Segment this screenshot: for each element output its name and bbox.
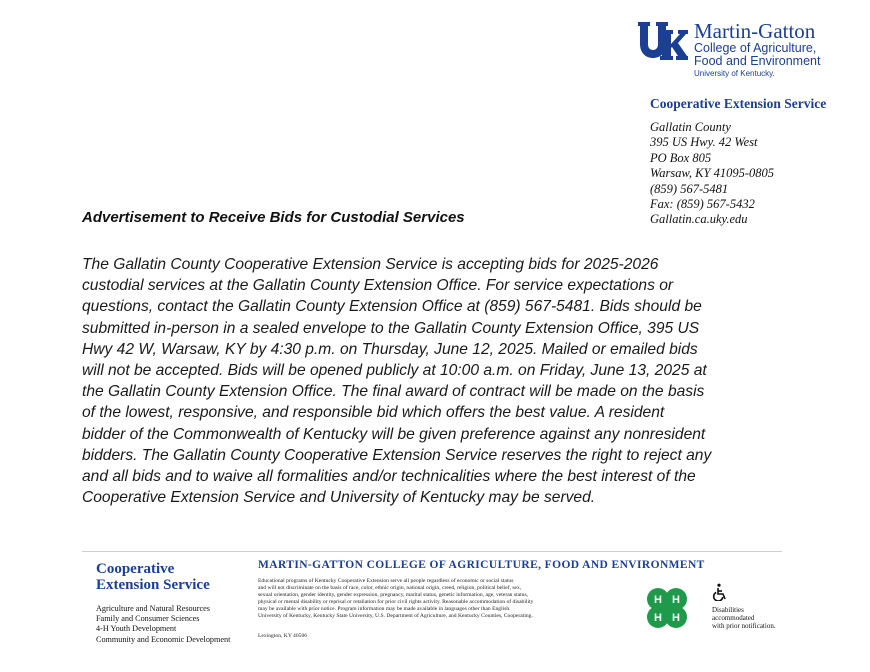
- body-line: the Gallatin County Extension Office. The final award of contract will be made on the basis: [82, 383, 705, 401]
- body-line: custodial services at the Gallatin County Extension Office. For service expectations or: [82, 277, 674, 295]
- program-item: Agriculture and Natural Resources: [96, 604, 210, 613]
- college-name: [694, 20, 864, 79]
- body-line: will not be accepted. Bids will be opened publicly at 10:00 a.m. on Friday, June 13, 2025 at: [82, 362, 707, 380]
- phone-line: (859) 567-5481: [650, 181, 729, 196]
- 4h-clover-icon: [642, 583, 692, 633]
- svg-text:H: H: [672, 594, 680, 606]
- document-title: Advertisement to Receive Bids for Custodial Services: [82, 209, 465, 226]
- footer-service-name: [96, 561, 210, 593]
- address-line: PO Box 805: [650, 150, 712, 165]
- svg-text:H: H: [672, 612, 680, 624]
- program-list: [96, 604, 230, 645]
- body-line: Hwy 42 W, Warsaw, KY by 4:30 p.m. on Thursday, June 12, 2025. Mailed or emailed bids: [82, 340, 698, 358]
- disability-line: Disabilities: [712, 606, 744, 614]
- nondiscrimination-statement: [258, 578, 642, 620]
- disability-notice: [712, 606, 776, 631]
- body-line: of the lowest, responsive, and responsible bid which offers the best value. A resident: [82, 404, 665, 422]
- address-line: 395 US Hwy. 42 West: [650, 135, 758, 150]
- address-line: Warsaw, KY 41095-0805: [650, 166, 774, 181]
- svg-text:H: H: [654, 594, 662, 606]
- college-name-line3: Food and Environment: [694, 54, 821, 68]
- college-name-line4: University of Kentucky.: [694, 69, 775, 78]
- disclaimer-line: physical or mental disability or reprisal or retaliation for prior civil rights activity. Reasonable accommodation of disability: [258, 599, 534, 605]
- body-line: submitted in-person in a sealed envelope to the Gallatin County Extension Office, 395 US: [82, 319, 700, 337]
- program-item: Family and Consumer Sciences: [96, 614, 200, 624]
- body-line: and all bids and to waive all formalities and/or technicalities where the best interest of the: [82, 468, 696, 486]
- body-line: Cooperative Extension Service and University of Kentucky may be served.: [82, 489, 596, 507]
- address-line: Gallatin County: [650, 120, 731, 134]
- document-body: [82, 254, 802, 508]
- program-item: Community and Economic Development: [96, 634, 231, 644]
- office-address: [650, 120, 774, 228]
- disclaimer-line: sexual orientation, gender identity, gender expression, pregnancy, marital status, genetic information, age, veteran status,: [258, 592, 529, 598]
- college-name-line1: Martin-Gatton: [694, 19, 816, 43]
- disclaimer-line: University of Kentucky, Kentucky State University, U.S. Department of Agriculture, and Kentucky Counties, Cooperating.: [258, 613, 533, 619]
- footer-service-line2: Extension Service: [96, 577, 210, 593]
- footer-college-name: MARTIN-GATTON COLLEGE OF AGRICULTURE, FOOD AND ENVIRONMENT: [258, 559, 705, 571]
- disclaimer-line: Educational programs of Kentucky Cooperative Extension serve all people regardless of economic or social status: [258, 578, 514, 584]
- college-name-line2: College of Agriculture,: [694, 41, 817, 55]
- wheelchair-icon: [712, 583, 728, 601]
- disability-line: accommodated: [712, 614, 755, 623]
- body-line: bidder of the Commonwealth of Kentucky will be given preference against any nonresident: [82, 425, 706, 443]
- disclaimer-line: may be available with prior notice. Program information may be made available in languages other than English.: [258, 606, 511, 612]
- footer-service-line1: Cooperative: [96, 561, 175, 577]
- service-name: Cooperative Extension Service: [650, 96, 827, 111]
- body-line: The Gallatin County Cooperative Extension Service is accepting bids for 2025-2026: [82, 256, 659, 273]
- svg-text:H: H: [654, 612, 662, 624]
- program-item: 4-H Youth Development: [96, 624, 177, 634]
- footer-location: Lexington, KY 40506: [258, 633, 308, 639]
- fax-line: Fax: (859) 567-5432: [650, 197, 755, 212]
- uk-logo-icon: [636, 20, 688, 66]
- body-line: questions, contact the Gallatin County Extension Office at (859) 567-5481. Bids should be: [82, 298, 702, 316]
- disability-line: with prior notification.: [712, 622, 776, 631]
- footer-divider: [82, 551, 782, 552]
- disclaimer-line: and will not discriminate on the basis of race, color, ethnic origin, national origin, creed, religion, political belief, sex,: [258, 585, 522, 591]
- website-line: Gallatin.ca.uky.edu: [650, 212, 748, 227]
- body-line: bidders. The Gallatin County Cooperative Extension Service reserves the right to reject any: [82, 446, 712, 464]
